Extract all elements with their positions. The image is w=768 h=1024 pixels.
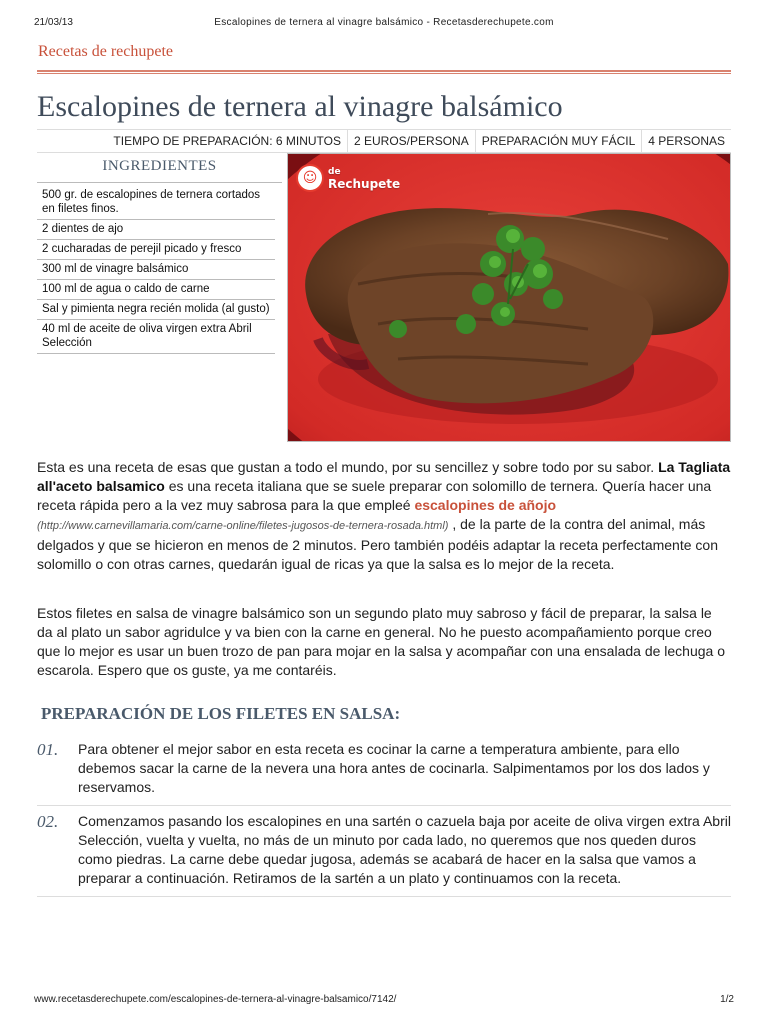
print-date: 21/03/13 bbox=[34, 17, 73, 28]
escalopines-link[interactable]: escalopines de añojo bbox=[414, 497, 557, 513]
smiley-logo-icon: ☺ bbox=[296, 164, 324, 192]
print-url: www.recetasderechupete.com/escalopines-de-ternera-al-vinagre-balsamico/7142/ bbox=[34, 994, 397, 1005]
ingredients-list bbox=[37, 186, 275, 354]
recipe-title: Escalopines de ternera al vinagre balsámico bbox=[37, 90, 563, 123]
tagliata-name: La Tagliata all'aceto balsamico bbox=[37, 459, 731, 494]
print-footer bbox=[34, 994, 734, 1008]
ingredient-item: 500 gr. de escalopines de ternera cortados en filetes finos. bbox=[37, 186, 275, 220]
meta-prep-time: TIEMPO DE PREPARACIÓN: 6 MINUTOS bbox=[113, 134, 341, 148]
header-divider-thin bbox=[37, 73, 731, 74]
step-text: Comenzamos pasando los escalopines en una sartén o cazuela baja por aceite de oliva virgen extra Abril Selección, vuelta y vuelta, no más de un minuto por cada lado, no queremos que nos queden duros como piedras. La carne debe quedar jugosa, además se acabará de hacer en la salsa que vamos a preparar a continuación. Retiramos de la sartén a un plato y continuamos con la receta. bbox=[78, 813, 731, 886]
intro-paragraph-1: Esta es una receta de esas que gustan a todo el mundo, por su sencillez y sobre todo por su sabor. La Tagliata all'aceto balsamico es una receta italiana que se suele preparar con solomillo de ternera. Quería hacer una receta rápida pero a la vez muy sabrosa para la que empleé escalopines de añojo (http://www.carnevillamaria.com/carne-online/filetes-jugosos-de-ternera-rosada.html) , de la parte de la contra del animal, más delgados y que se hicieron en menos de 2 minutos. Pero también podéis adaptar la receta perfectamente con solomillo o con otras carnes, quedarán igual de ricas ya que la salsa es lo mejor de la receta. bbox=[37, 459, 731, 572]
ingredient-item: 100 ml de agua o caldo de carne bbox=[37, 280, 275, 300]
meta-cost: 2 EUROS/PERSONA bbox=[347, 130, 475, 152]
watermark-logo bbox=[296, 164, 400, 192]
site-name-link[interactable]: Recetas de rechupete bbox=[38, 43, 174, 60]
step-number: 02. bbox=[37, 812, 59, 831]
watermark-text: de Rechupete bbox=[328, 167, 401, 191]
step-text: Para obtener el mejor sabor en esta receta es cocinar la carne a temperatura ambiente, para ello debemos sacar la carne de la nevera una hora antes de cocinarla. Salpimentamos por los dos lados y reservamos. bbox=[78, 741, 710, 795]
ingredient-item: 2 dientes de ajo bbox=[37, 220, 275, 240]
intro-paragraph-2: Estos filetes en salsa de vinagre balsámico son un segundo plato muy sabroso y fácil de preparar, la salsa le da al plato un sabor agridulce y va bien con la carne en general. No he puesto acompañamiento porque creo que lo mejor es usar un buen trozo de pan para mojar en la salsa y acompañar con una ensalada de lechuga o escarola. Espero que os guste, ya me contaréis. bbox=[37, 605, 726, 678]
page-number: 1/2 bbox=[720, 994, 734, 1005]
print-doc-title: Escalopines de ternera al vinagre balsámico - Recetasderechupete.com bbox=[214, 17, 554, 28]
preparation-title: PREPARACIÓN DE LOS FILETES EN SALSA: bbox=[41, 704, 401, 723]
ingredients-title: INGREDIENTES bbox=[102, 158, 217, 174]
meta-difficulty: PREPARACIÓN MUY FÁCIL bbox=[475, 130, 642, 152]
preparation-step bbox=[37, 812, 731, 897]
recipe-photo bbox=[287, 153, 731, 442]
ingredient-item: 2 cucharadas de perejil picado y fresco bbox=[37, 240, 275, 260]
ingredient-item: 40 ml de aceite de oliva virgen extra Abril Selección bbox=[37, 320, 275, 354]
recipe-meta-bar bbox=[37, 129, 731, 153]
ingredients-title-divider bbox=[37, 182, 282, 183]
print-header bbox=[34, 17, 734, 31]
recipe-photo-illustration bbox=[288, 154, 731, 442]
ingredient-item: Sal y pimienta negra recién molida (al gusto) bbox=[37, 300, 275, 320]
meta-servings: 4 PERSONAS bbox=[641, 130, 731, 152]
header-divider bbox=[37, 70, 731, 72]
preparation-step bbox=[37, 740, 731, 806]
escalopines-url[interactable]: (http://www.carnevillamaria.com/carne-online/filetes-jugosos-de-ternera-rosada.html) bbox=[37, 520, 449, 532]
step-number: 01. bbox=[37, 740, 59, 759]
ingredient-item: 300 ml de vinagre balsámico bbox=[37, 260, 275, 280]
